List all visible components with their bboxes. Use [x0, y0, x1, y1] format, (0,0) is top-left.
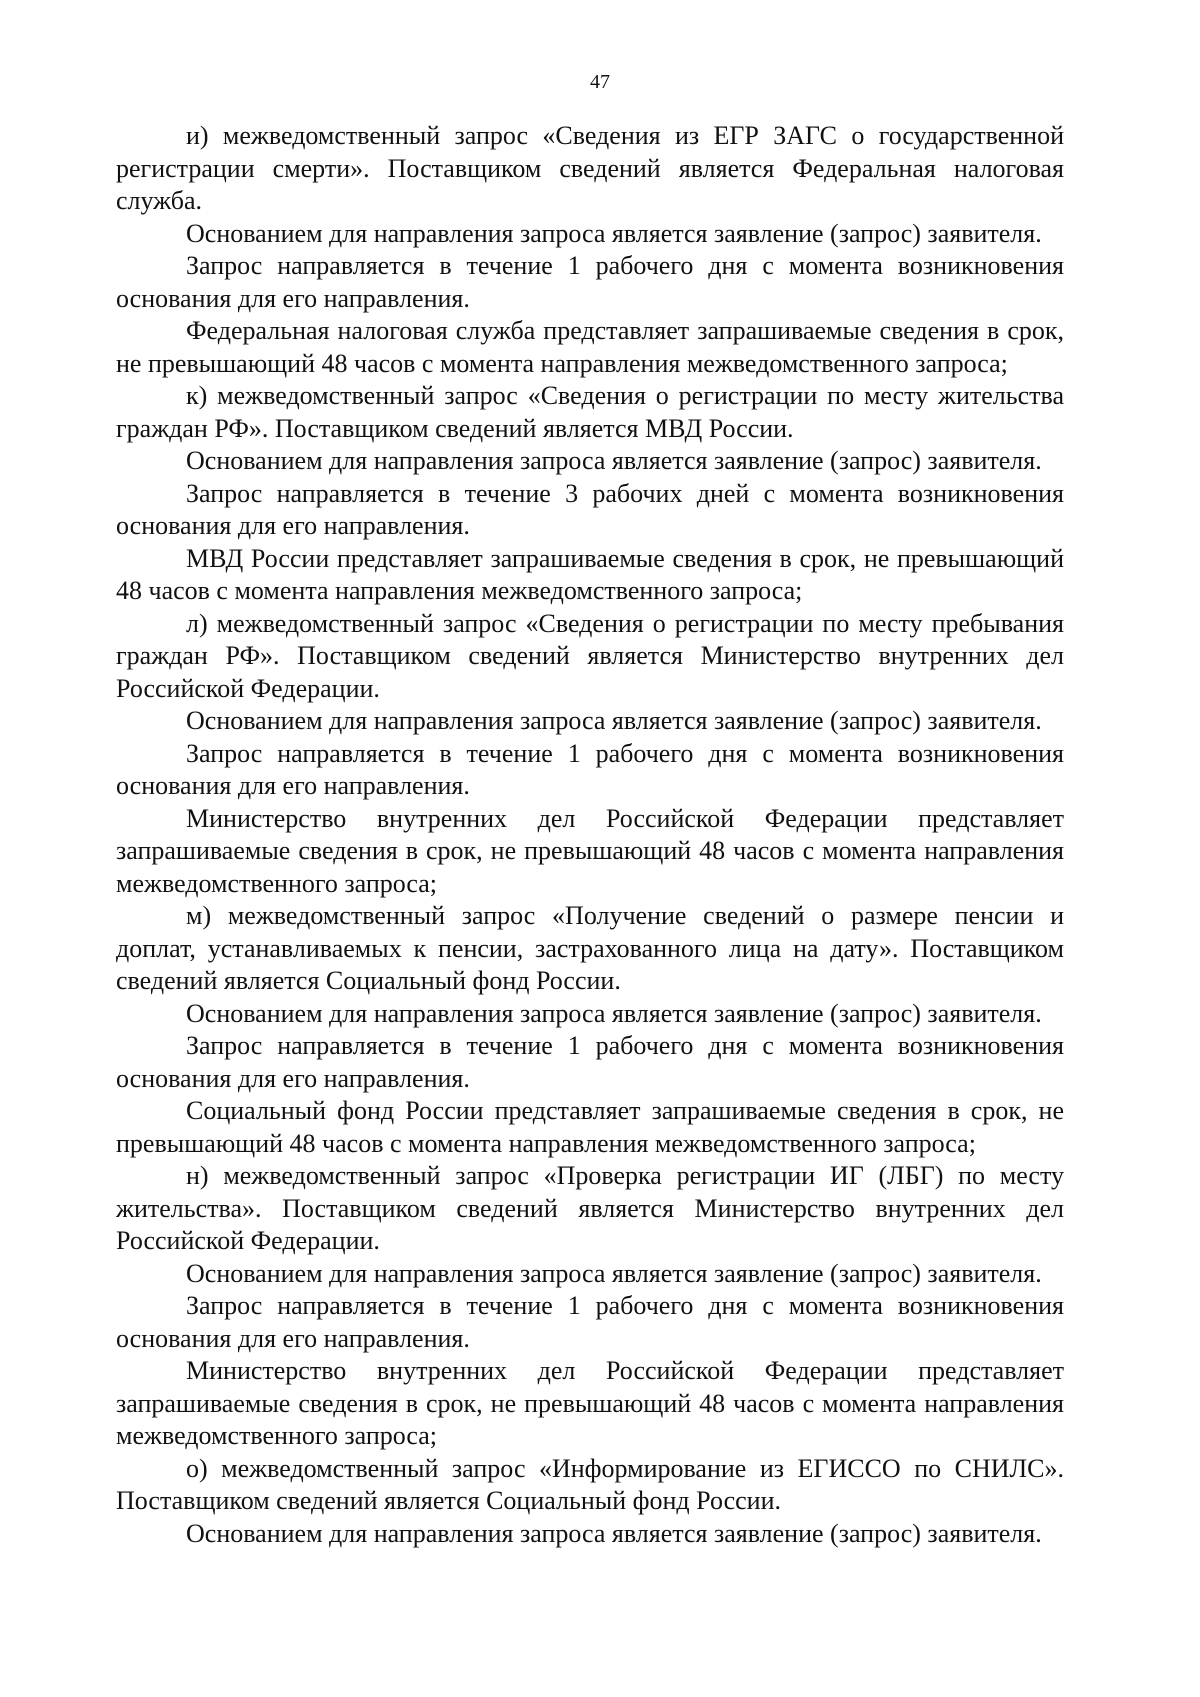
paragraph: Министерство внутренних дел Российской Федерации представляет запрашиваемые сведения в срок, не превышающий 48 часов с момента направления межведомственного запроса; [116, 1356, 1064, 1450]
paragraph: Министерство внутренних дел Российской Федерации представляет запрашиваемые сведения в срок, не превышающий 48 часов с момента направления межведомственного запроса; [116, 803, 1064, 898]
paragraph: Основанием для направления запроса является заявление (запрос) заявителя. [186, 446, 1042, 475]
paragraph: и) межведомственный запрос «Сведения из ЕГР ЗАГС о государственной регистрации смерти». Поставщиком сведений является Федеральная налоговая служба. [116, 121, 1064, 215]
paragraph: Социальный фонд России представляет запрашиваемые сведения в срок, не превышающий 48 часов с момента направления межведомственного запроса; [116, 1096, 1064, 1158]
paragraph: Запрос направляется в течение 1 рабочего дня с момента возникновения основания для его направления. [116, 738, 1064, 800]
paragraph: л) межведомственный запрос «Сведения о регистрации по месту пребывания граждан РФ». Поставщиком сведений является Министерство внутренних дел Российской Федерации. [116, 608, 1064, 703]
paragraph: Федеральная налоговая служба представляет запрашиваемые сведения в срок, не превышающий 48 часов с момента направления межведомственного запроса; [116, 316, 1064, 378]
paragraph: Запрос направляется в течение 1 рабочего дня с момента возникновения основания для его направления. [116, 251, 1064, 313]
paragraph: Основанием для направления запроса является заявление (запрос) заявителя. [186, 218, 1042, 248]
paragraph: о) межведомственный запрос «Информирование из ЕГИССО по СНИЛС». Поставщиком сведений является Социальный фонд России. [116, 1453, 1064, 1515]
paragraph: Основанием для направления запроса является заявление (запрос) заявителя. [186, 1518, 1042, 1548]
paragraph: к) межведомственный запрос «Сведения о регистрации по месту жительства граждан РФ». Поставщиком сведений является МВД России. [116, 381, 1064, 443]
paragraph: Запрос направляется в течение 3 рабочих дней с момента возникновения основания для его направления. [116, 478, 1064, 540]
paragraph: МВД России представляет запрашиваемые сведения в срок, не превышающий 48 часов с момента направления межведомственного запроса; [116, 543, 1064, 605]
paragraph: Основанием для направления запроса является заявление (запрос) заявителя. [186, 998, 1042, 1028]
page-number: 47 [590, 71, 610, 93]
paragraph: н) межведомственный запрос «Проверка регистрации ИГ (ЛБГ) по месту жительства». Поставщиком сведений является Министерство внутренних дел Российской Федерации. [116, 1161, 1064, 1255]
paragraph: Основанием для направления запроса является заявление (запрос) заявителя. [186, 1258, 1042, 1288]
document-body [116, 120, 1064, 1550]
paragraph: Запрос направляется в течение 1 рабочего дня с момента возникновения основания для его направления. [116, 1031, 1064, 1093]
paragraph: Запрос направляется в течение 1 рабочего дня с момента возникновения основания для его направления. [116, 1291, 1064, 1353]
paragraph: Основанием для направления запроса является заявление (запрос) заявителя. [186, 706, 1042, 735]
paragraph: м) межведомственный запрос «Получение сведений о размере пенсии и доплат, устанавливаемых к пенсии, застрахованного лица на дату». Поставщиком сведений является Социальный фонд России. [116, 901, 1064, 995]
